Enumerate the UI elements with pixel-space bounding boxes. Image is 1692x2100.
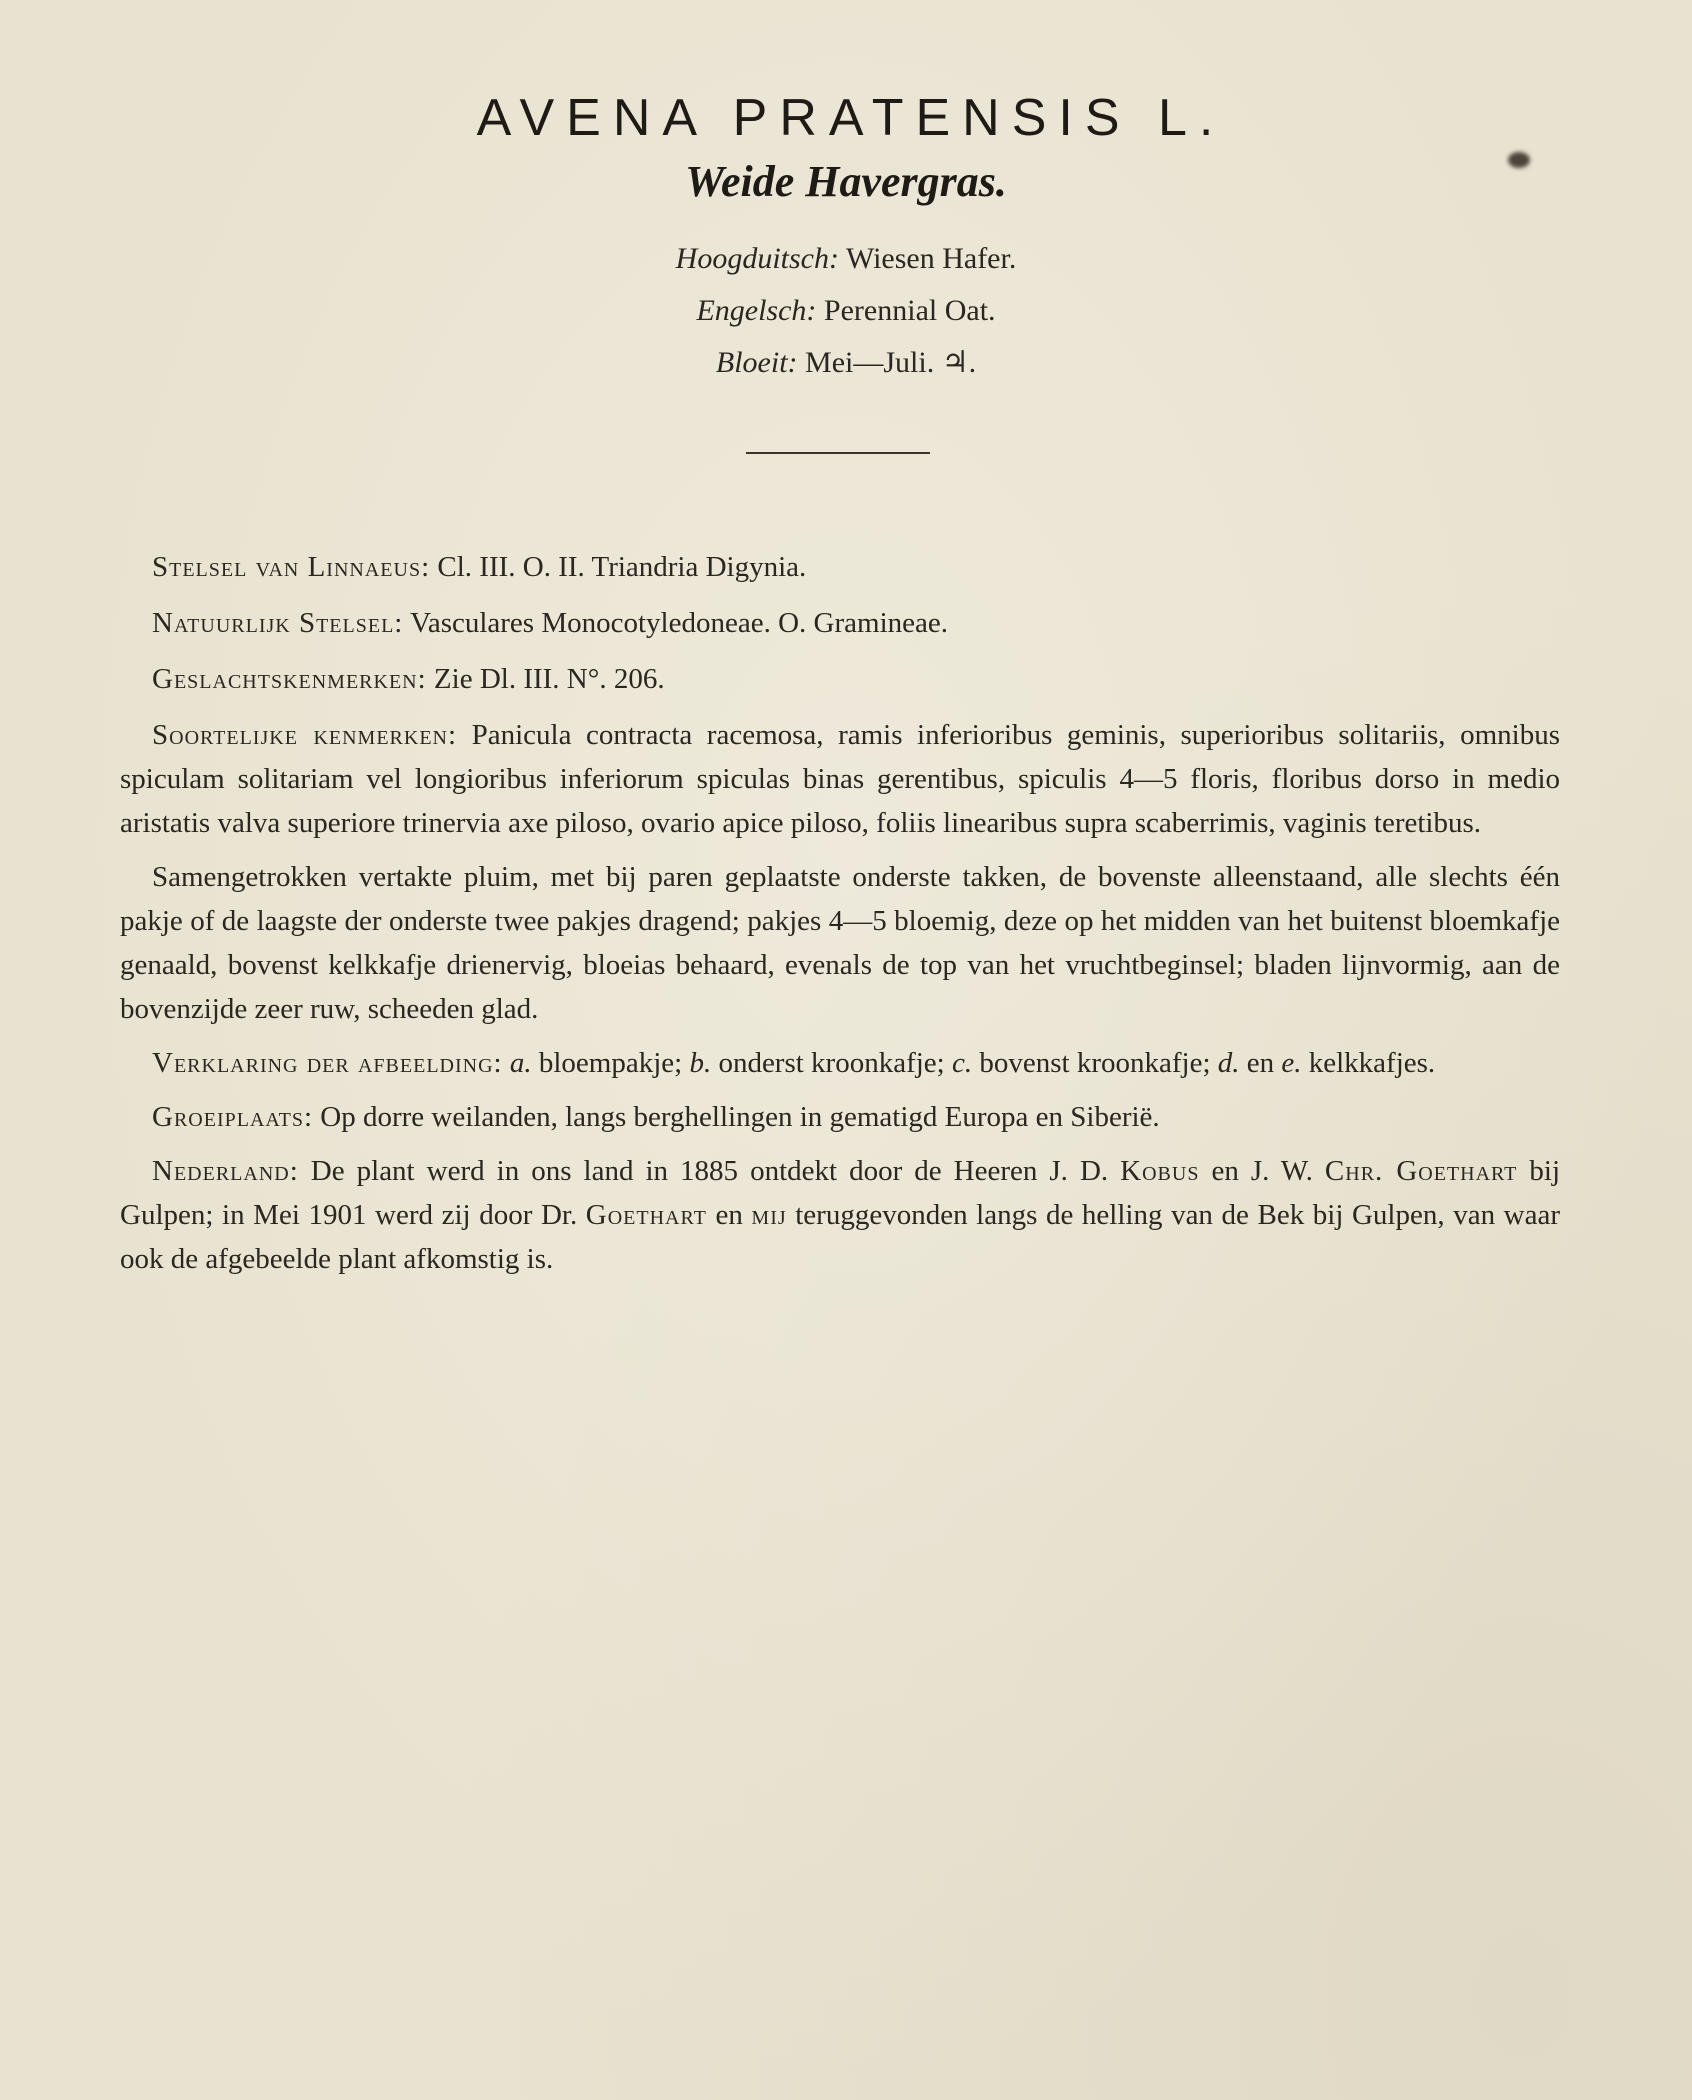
figure-d-key: d. xyxy=(1217,1047,1240,1079)
description-paragraph: Samengetrokken vertakte pluim, met bij paren geplaatste onderste takken, de bovenste alleenstaand, alle slechts één pakje of de laagste der onderste twee pakjes dragend; pakjes 4—5 bloemig, deze op het midden van het buitenst bloemkafje genaald, bovenst kelkkafje drienervig, bloeias behaard, evenals de top van het vruchtbeginsel; bladen lijnvormig, aan de bovenzijde zeer ruw, scheeden glad. xyxy=(120,861,1560,1025)
netherlands-text-2: en J. W. xyxy=(1211,1155,1313,1187)
common-name: Weide Havergras. xyxy=(685,157,1007,206)
person-name-goethart: Goethart xyxy=(585,1199,707,1231)
netherlands-text-4: en xyxy=(715,1199,743,1231)
netherlands-text-1: De plant werd in ons land in 1885 ontdekt door de Heeren J. D. xyxy=(310,1155,1109,1187)
english-value: Perennial Oat. xyxy=(823,294,996,327)
species-paragraph xyxy=(120,713,1560,845)
page-title: AVENA PRATENSIS L. xyxy=(476,89,1226,147)
genus-label: Geslachtskenmerken: xyxy=(152,663,427,695)
figure-a-key: a. xyxy=(509,1047,532,1079)
person-name-chr-goethart: Chr. Goethart xyxy=(1324,1155,1518,1187)
figure-a-text: bloempakje; xyxy=(538,1047,683,1079)
linnaeus-label: Stelsel van Linnaeus: xyxy=(152,551,431,583)
english-label: Engelsch: xyxy=(696,294,817,327)
species-value: Panicula contracta racemosa, ramis inferioribus geminis, superioribus solitariis, omnibus spiculam solitariam vel longioribus inferiorum spiculas binas gerentibus, spiculis 4—5 floris, floribus dorso in medio aristatis valva superiore trinervia axe piloso, ovario apice piloso, foliis linearibus supra scaberrimis, vaginis teretibus. xyxy=(120,719,1561,839)
bloom-label: Bloeit: xyxy=(715,346,798,379)
figure-c-key: c. xyxy=(951,1047,973,1079)
genus-value: Zie Dl. III. N°. 206. xyxy=(433,663,665,695)
figure-paragraph xyxy=(120,1041,1560,1085)
linnaeus-paragraph xyxy=(120,545,1560,589)
linnaeus-value: Cl. III. O. II. Triandria Digynia. xyxy=(437,551,807,583)
natural-system-paragraph xyxy=(120,601,1560,645)
header xyxy=(0,88,1692,389)
habitat-label: Groeiplaats: xyxy=(152,1101,314,1133)
figure-label: Verklaring der afbeelding: xyxy=(152,1047,503,1079)
figure-b-key: b. xyxy=(689,1047,712,1079)
natural-system-value: Vasculares Monocotyledoneae. O. Gramineae. xyxy=(410,607,948,639)
figure-e-text: kelkkafjes. xyxy=(1308,1047,1436,1079)
body-text xyxy=(120,545,1560,1291)
netherlands-label: Nederland: xyxy=(152,1155,299,1187)
figure-c-text: bovenst kroonkafje; xyxy=(979,1047,1211,1079)
figure-b-text: onderst kroonkafje; xyxy=(718,1047,945,1079)
bloom-line xyxy=(0,337,1692,389)
netherlands-paragraph xyxy=(120,1149,1560,1281)
figure-e-key: e. xyxy=(1281,1047,1302,1079)
genus-paragraph xyxy=(120,657,1560,701)
german-label: Hoogduitsch: xyxy=(675,242,839,275)
english-name-line xyxy=(0,285,1692,337)
species-label: Soortelijke kenmerken: xyxy=(152,719,458,751)
natural-system-label: Natuurlijk Stelsel: xyxy=(152,607,404,639)
person-name-mij: mij xyxy=(751,1199,787,1231)
habitat-paragraph xyxy=(120,1095,1560,1139)
netherlands-text-5: teruggevonden langs de helling van de Bek bij Gulpen, van waar ook de afgebeelde plant afkomstig is. xyxy=(120,1199,1561,1275)
figure-en: en xyxy=(1246,1047,1275,1079)
habitat-value: Op dorre weilanden, langs berghellingen in gematigd Europa en Siberië. xyxy=(320,1101,1160,1133)
person-name-kobus: Kobus xyxy=(1120,1155,1200,1187)
german-value: Wiesen Hafer. xyxy=(845,242,1017,275)
netherlands-text-3: bij Gulpen; in Mei 1901 werd zij door Dr. xyxy=(120,1155,1561,1231)
bloom-value: Mei—Juli. ♃. xyxy=(805,346,977,379)
names-block xyxy=(0,233,1692,389)
divider-rule xyxy=(746,452,930,454)
german-name-line xyxy=(0,233,1692,285)
